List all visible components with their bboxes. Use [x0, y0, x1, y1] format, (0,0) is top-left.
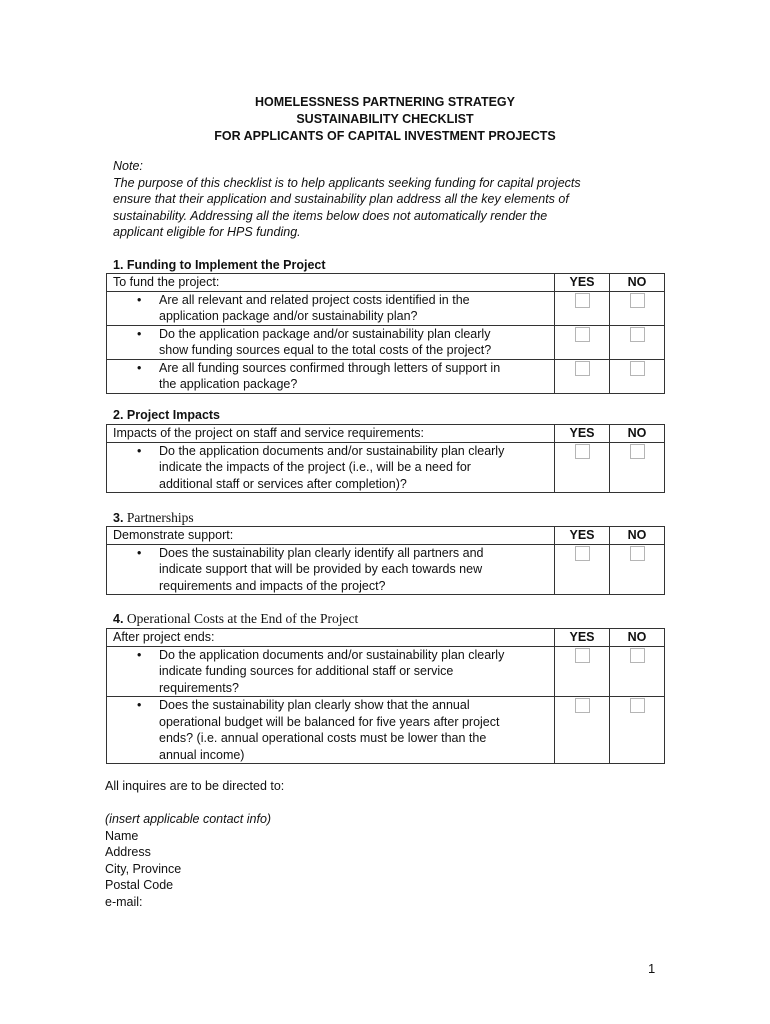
yes-column-header: YES [555, 425, 610, 443]
bullet: • [137, 443, 142, 458]
question-line: Does the sustainability plan clearly show that the annual [159, 698, 470, 712]
contact-email: e-mail: [105, 894, 143, 909]
contact-name: Name [105, 828, 139, 843]
inquiries-text: All inquires are to be directed to: [105, 779, 285, 793]
question-line: requirements and impacts of the project? [159, 578, 386, 593]
checklist-question [107, 325, 555, 359]
table-header-row [107, 527, 665, 545]
yes-cell [555, 291, 610, 325]
table-row [107, 442, 665, 493]
section-number: 1. [113, 258, 124, 272]
checklist-question [107, 697, 555, 764]
question-line: operational budget will be balanced for five years after project [159, 714, 500, 729]
section-2-table [106, 424, 665, 493]
checklist-question [107, 544, 555, 595]
yes-cell [555, 544, 610, 595]
yes-checkbox[interactable] [575, 444, 590, 459]
section-number: 2. [113, 408, 124, 422]
question-line: ends? (i.e. annual operational costs must be lower than the [159, 731, 487, 745]
section-3-table [106, 526, 665, 595]
no-checkbox[interactable] [630, 444, 645, 459]
note-line: The purpose of this checklist is to help applicants seeking funding for capital projects [113, 175, 581, 190]
contact-city: City, Province [105, 861, 182, 876]
table-row [107, 291, 665, 325]
yes-column-header: YES [555, 527, 610, 545]
section-number: 4. [113, 612, 124, 626]
note-line: sustainability. Addressing all the items below does not automatically render the [113, 208, 548, 223]
section-title: Funding to Implement the Project [126, 258, 326, 272]
no-column-header: NO [610, 629, 665, 647]
yes-checkbox[interactable] [575, 361, 590, 376]
question-line: Do the application package and/or sustainability plan clearly [159, 326, 491, 341]
table-row [107, 646, 665, 697]
table-header-row [107, 629, 665, 647]
question-line: application package and/or sustainability plan? [159, 309, 418, 323]
no-checkbox[interactable] [630, 546, 645, 561]
yes-cell [555, 325, 610, 359]
section-intro: Impacts of the project on staff and service requirements: [107, 425, 555, 443]
note-line: ensure that their application and sustainability plan address all the key elements of [113, 192, 569, 206]
question-line: additional staff or services after completion)? [159, 476, 407, 491]
section-intro: To fund the project: [107, 274, 555, 292]
table-row [107, 359, 665, 393]
table-row [107, 697, 665, 764]
table-row [107, 544, 665, 595]
bullet: • [137, 698, 142, 712]
no-cell [610, 359, 665, 393]
section-3-heading [113, 510, 194, 526]
title-line-3: FOR APPLICANTS OF CAPITAL INVESTMENT PROJECTS [214, 129, 556, 143]
table-row [107, 325, 665, 359]
checklist-question [107, 646, 555, 697]
title-line-2: SUSTAINABILITY CHECKLIST [296, 112, 474, 126]
question-line: Do the application documents and/or sustainability plan clearly [159, 647, 505, 662]
bullet: • [137, 545, 142, 560]
question-line: requirements? [159, 680, 239, 695]
no-cell [610, 442, 665, 493]
contact-postal: Postal Code [105, 878, 174, 892]
no-cell [610, 291, 665, 325]
no-column-header: NO [610, 425, 665, 443]
yes-column-header: YES [555, 274, 610, 292]
checklist-question [107, 442, 555, 493]
yes-checkbox[interactable] [575, 293, 590, 308]
section-intro: After project ends: [107, 629, 555, 647]
document-title [105, 94, 665, 145]
no-checkbox[interactable] [630, 293, 645, 308]
section-intro: Demonstrate support: [107, 527, 555, 545]
no-checkbox[interactable] [630, 361, 645, 376]
bullet: • [137, 326, 142, 341]
yes-cell [555, 442, 610, 493]
no-cell [610, 325, 665, 359]
no-cell [610, 646, 665, 697]
note-label: Note: [113, 159, 143, 173]
no-column-header: NO [610, 274, 665, 292]
section-title: Project Impacts [126, 408, 221, 422]
question-line: indicate the impacts of the project (i.e., will be a need for [159, 460, 471, 474]
section-number: 3. [113, 511, 124, 525]
note-block [113, 158, 673, 241]
bullet: • [137, 292, 142, 307]
page-number: 1 [648, 961, 656, 976]
note-line: applicant eligible for HPS funding. [113, 225, 301, 239]
yes-cell [555, 359, 610, 393]
no-checkbox[interactable] [630, 648, 645, 663]
no-checkbox[interactable] [630, 698, 645, 713]
yes-cell [555, 697, 610, 764]
bullet: • [137, 360, 142, 375]
yes-column-header: YES [555, 629, 610, 647]
table-header-row [107, 425, 665, 443]
section-4-heading [113, 611, 358, 627]
contact-address: Address [105, 845, 151, 859]
question-line: Do the application documents and/or sustainability plan clearly [159, 443, 505, 458]
question-line: Are all funding sources confirmed through letters of support in [159, 360, 501, 375]
question-line: annual income) [159, 747, 245, 762]
no-checkbox[interactable] [630, 327, 645, 342]
yes-checkbox[interactable] [575, 546, 590, 561]
section-title: Partnerships [126, 510, 194, 525]
yes-checkbox[interactable] [575, 648, 590, 663]
section-1-table [106, 273, 665, 394]
table-header-row [107, 274, 665, 292]
question-line: the application package? [159, 377, 298, 391]
section-title: Operational Costs at the End of the Project [126, 611, 359, 626]
no-column-header: NO [610, 527, 665, 545]
checklist-question [107, 359, 555, 393]
question-line: Are all relevant and related project costs identified in the [159, 292, 470, 307]
section-4-table [106, 628, 665, 764]
checklist-question [107, 291, 555, 325]
yes-checkbox[interactable] [575, 327, 590, 342]
question-line: Does the sustainability plan clearly identify all partners and [159, 545, 484, 560]
question-line: indicate funding sources for additional staff or service [159, 664, 454, 678]
section-1-heading [113, 258, 326, 273]
section-2-heading [113, 408, 220, 423]
question-line: show funding sources equal to the total costs of the project? [159, 343, 492, 357]
no-cell [610, 697, 665, 764]
title-line-1: HOMELESSNESS PARTNERING STRATEGY [255, 95, 515, 109]
yes-checkbox[interactable] [575, 698, 590, 713]
no-cell [610, 544, 665, 595]
question-line: indicate support that will be provided by each towards new [159, 562, 483, 576]
yes-cell [555, 646, 610, 697]
bullet: • [137, 647, 142, 662]
contact-hint: (insert applicable contact info) [105, 812, 272, 826]
contact-block [105, 811, 271, 910]
